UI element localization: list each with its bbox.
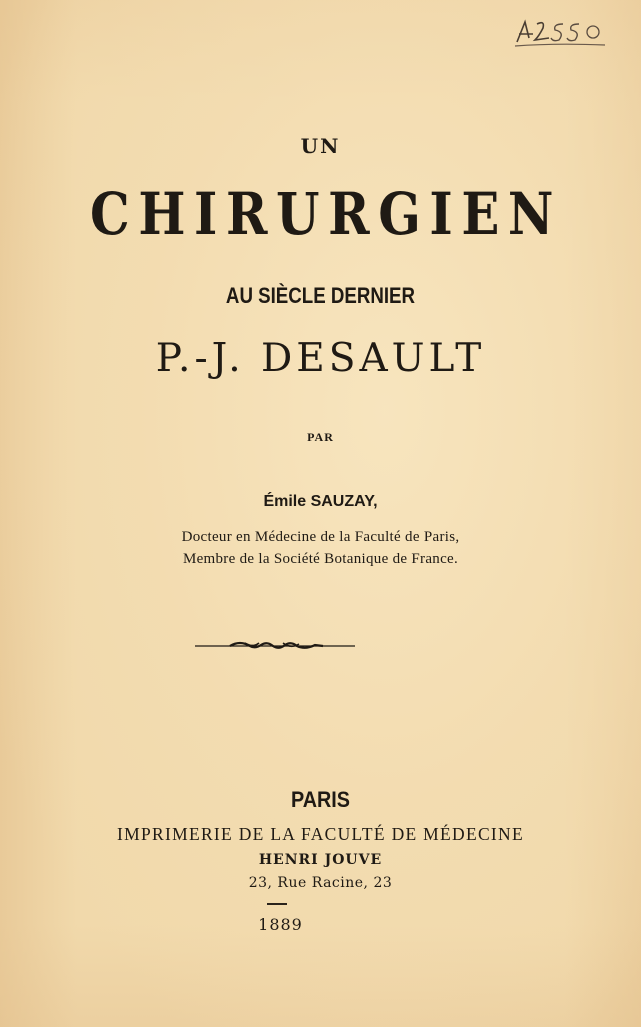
- shelfmark-handwriting: [505, 14, 615, 48]
- small-rule-divider: [267, 903, 287, 905]
- title-main: CHIRURGIEN: [90, 180, 563, 248]
- author-affiliation-2: Membre de la Société Botanique de France.: [182, 551, 459, 567]
- byline-par: PAR: [307, 430, 334, 444]
- title-subject: P.-J. DESAULT: [155, 336, 486, 381]
- title-subtitle: AU SIÈCLE DERNIER: [225, 283, 416, 308]
- title-line-un: UN: [300, 134, 341, 158]
- ornament-divider-icon: [195, 638, 355, 652]
- author-affiliation-1: Docteur en Médecine de la Faculté de Paris,: [181, 529, 460, 545]
- imprint-publisher: HENRI JOUVE: [258, 852, 383, 868]
- imprint-printer: IMPRIMERIE DE LA FACULTÉ DE MÉDECINE: [116, 824, 524, 844]
- imprint-year-text: 1889: [258, 915, 303, 934]
- imprint-year: [0, 914, 641, 936]
- author-name: Émile SAUZAY,: [263, 493, 378, 510]
- imprint-city: PARIS: [290, 787, 351, 812]
- imprint-address: 23, Rue Racine, 23: [248, 875, 393, 891]
